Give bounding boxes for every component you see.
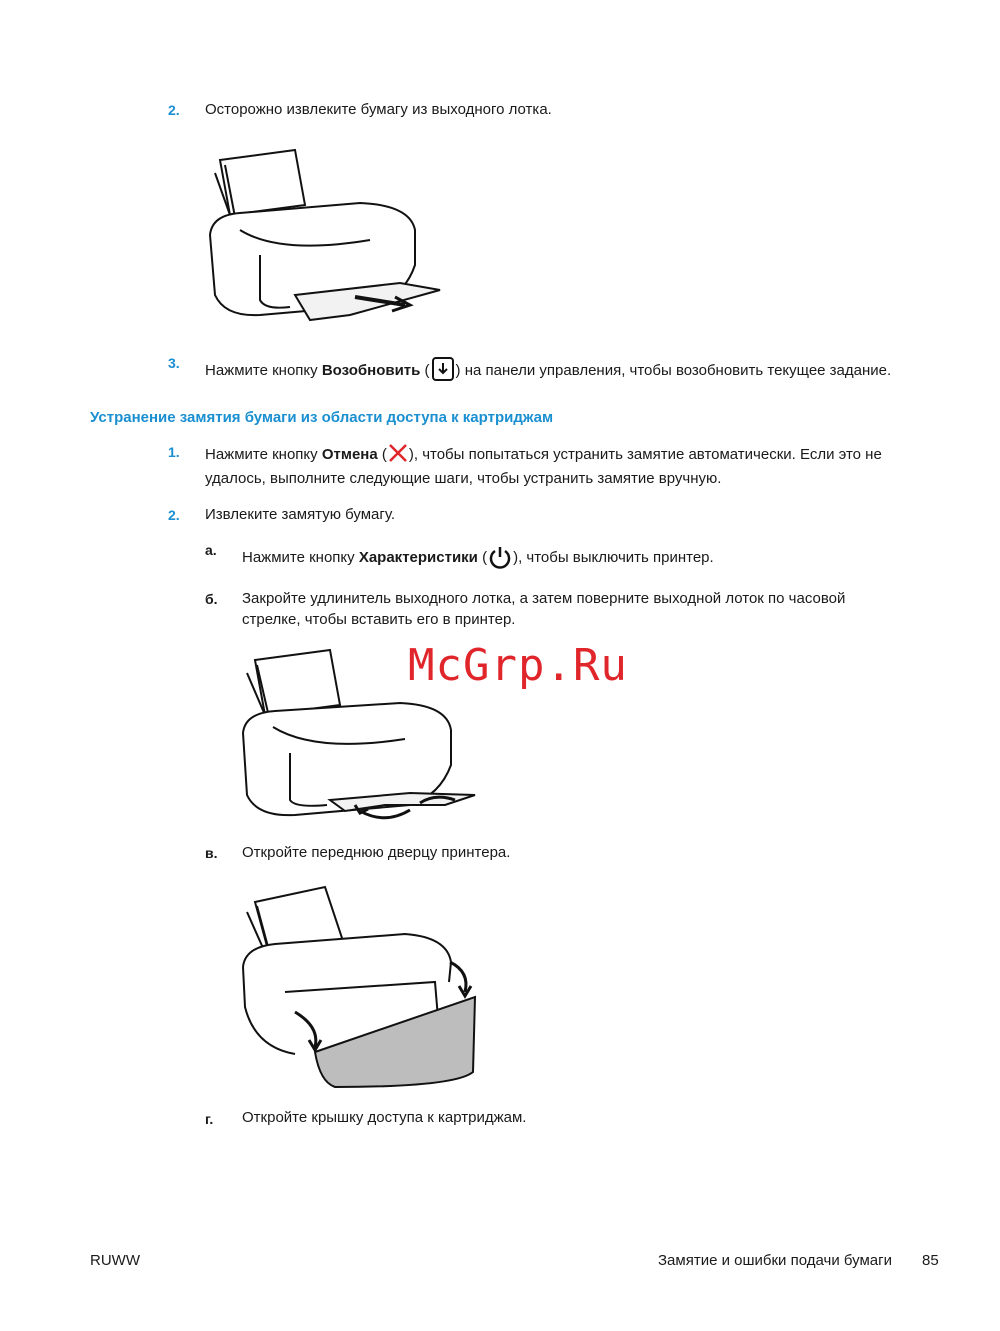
footer-chapter: Замятие и ошибки подачи бумаги [658, 1252, 892, 1269]
step-number: 1. [168, 444, 180, 460]
step-number: 3. [168, 355, 180, 371]
power-icon [487, 544, 513, 570]
substep-text-continued: стрелке, чтобы вставить его в принтер. [242, 611, 516, 628]
text-segment: ), чтобы выключить принтер. [513, 549, 714, 566]
substep-label: в. [205, 845, 218, 861]
resume-icon [432, 357, 454, 381]
step-text: Извлеките замятую бумагу. [205, 506, 396, 523]
text-segment: ) на панели управления, чтобы возобновить текущее задание. [455, 362, 892, 379]
text-segment: Нажмите кнопку [205, 446, 322, 463]
step-number: 2. [168, 102, 180, 118]
substep-text: Откройте переднюю дверцу принтера. [242, 844, 511, 861]
power-button-name: Характеристики [358, 549, 478, 566]
footer-left: RUWW [90, 1252, 140, 1269]
cancel-button-name: Отмена [321, 446, 378, 463]
substep-text [242, 544, 714, 570]
page-number: 85 [922, 1252, 939, 1269]
substep-label: г. [205, 1111, 214, 1127]
substep-text: Закройте удлинитель выходного лотка, а затем поверните выходной лоток по часовой [242, 590, 846, 607]
text-segment: Нажмите кнопку [205, 362, 322, 379]
substep-text: Откройте крышку доступа к картриджам. [242, 1109, 527, 1126]
text-segment: ), чтобы попытаться устранить замятие автоматически. Если это не [408, 446, 882, 463]
resume-button-name: Возобновить [321, 362, 421, 379]
text-segment: ( [420, 362, 430, 379]
section-heading: Устранение замятия бумаги из области доступа к картриджам [90, 409, 554, 426]
step-text [205, 443, 882, 466]
cancel-icon [387, 443, 409, 463]
step-number: 2. [168, 507, 180, 523]
substep-label: б. [205, 591, 218, 607]
printer-paper-removal-illustration [200, 145, 450, 330]
watermark: McGrp.Ru [408, 640, 628, 691]
text-segment: Нажмите кнопку [242, 549, 359, 566]
text-segment: ( [477, 549, 488, 566]
text-segment: ( [377, 446, 387, 463]
step-text-continued: удалось, выполните следующие шаги, чтобы устранить замятие вручную. [205, 470, 722, 487]
step-text [205, 357, 891, 382]
step-text: Осторожно извлеките бумагу из выходного лотка. [205, 101, 552, 118]
substep-label: а. [205, 542, 217, 558]
printer-open-front-door-illustration [235, 882, 485, 1092]
